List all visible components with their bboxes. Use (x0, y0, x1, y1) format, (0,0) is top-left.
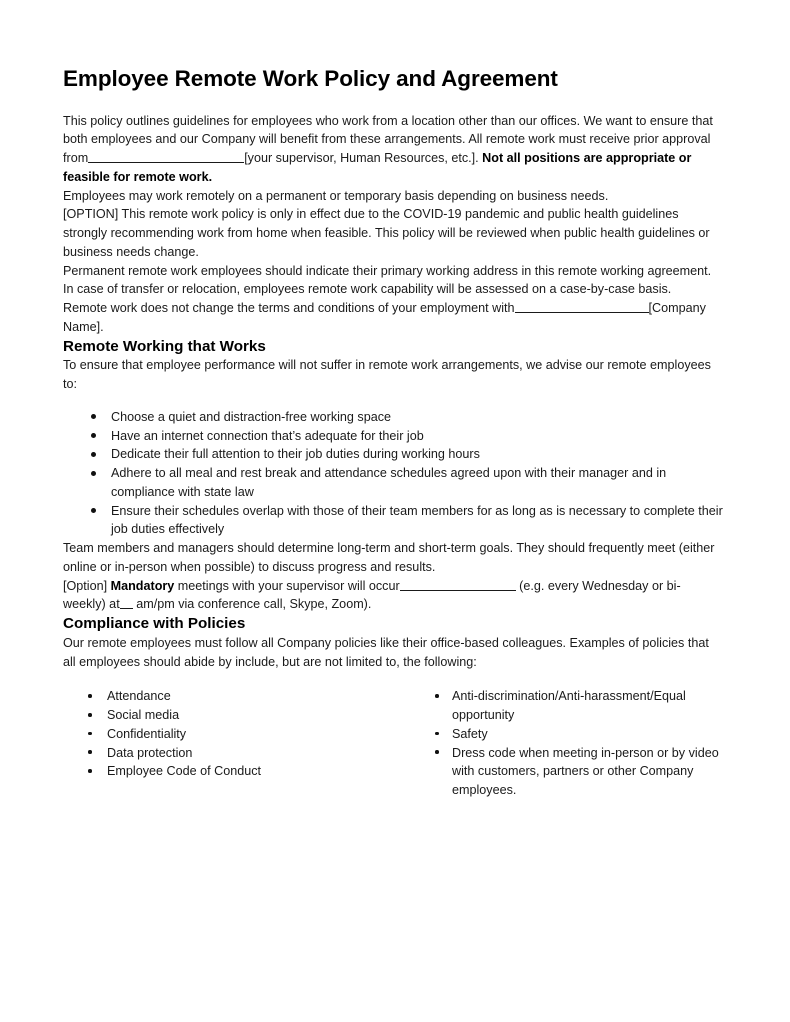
bullet-dot-icon (91, 433, 96, 438)
paragraph-covid-option: [OPTION] This remote work policy is only in effect due to the COVID-19 pandemic and public health guidelines strongly recommending work from home when feasible. This policy will be reviewed when public health guidelines or business needs change. (63, 207, 710, 259)
list-item (63, 687, 423, 706)
list-item (63, 725, 423, 744)
section-heading-remote-working: Remote Working that Works (63, 337, 266, 355)
list-item-label: Data protection (107, 745, 193, 760)
intro-text-part2: [your supervisor, Human Resources, etc.]. (244, 151, 479, 166)
list-item-label: Anti-discrimination/Anti-harassment/Equal opportunity (452, 689, 686, 723)
document-body (63, 66, 723, 800)
compliance-right-column (423, 687, 723, 800)
list-item (63, 502, 723, 540)
terms-text-part1: Remote work does not change the terms and conditions of your employment with (63, 301, 515, 316)
compliance-left-list (63, 687, 423, 781)
list-item-label: Social media (107, 708, 180, 723)
compliance-left-column (63, 687, 423, 800)
list-item-label: Attendance (107, 689, 171, 704)
list-item-label: Have an internet connection that’s adequate for their job (111, 428, 424, 443)
paragraph-mandatory-meetings (63, 577, 723, 615)
list-item-label: Safety (452, 726, 488, 741)
bullet-dot-icon (88, 713, 92, 717)
meeting-hour-blank[interactable] (120, 597, 133, 610)
intro-text-part1: This policy outlines guidelines for employees who work from a location other than our offices. We want to ensure that both employees and our Company will benefit from these arrangements. All remote work must receive prior approval from (63, 113, 713, 166)
bullet-dot-icon (435, 694, 439, 698)
paragraph-compliance-intro: Our remote employees must follow all Company policies like their office-based colleagues. Examples of policies that all employees should abide by include, but are not limited to, the following: (63, 635, 709, 669)
bullet-dot-icon (88, 750, 92, 754)
bullet-dot-icon (435, 750, 439, 754)
list-item-label: Confidentiality (107, 726, 187, 741)
bullet-dot-icon (88, 732, 92, 736)
list-item (63, 762, 423, 781)
list-item (63, 744, 423, 763)
paragraph-goals: Team members and managers should determine long-term and short-term goals. They should frequently meet (either online or in-person when possible) to discuss progress and results. (63, 541, 715, 574)
paragraph-basis: Employees may work remotely on a permanent or temporary basis depending on business needs. (63, 188, 609, 203)
list-item-label: Dress code when meeting in-person or by video with customers, partners or other Company employees. (452, 745, 719, 798)
list-item (423, 687, 723, 725)
list-item (423, 725, 723, 744)
section-heading-compliance: Compliance with Policies (63, 615, 246, 633)
bullet-dot-icon (91, 471, 96, 476)
remote-working-bullet-list (63, 408, 723, 539)
meeting-time-blank[interactable] (400, 578, 516, 591)
meetings-text-part2: (e.g. every Wednesday or bi- weekly) at (63, 578, 681, 612)
intro-bold-tail: Not all positions are appropriate or feasible for remote work. (63, 151, 692, 184)
list-item-label: Dedicate their full attention to their job duties during working hours (111, 447, 480, 462)
list-item (63, 445, 723, 464)
meetings-text-part1: meetings with your supervisor will occur (177, 578, 400, 593)
list-item (63, 427, 723, 446)
list-item (63, 408, 723, 427)
compliance-right-list (423, 687, 723, 800)
list-item-label: Employee Code of Conduct (107, 764, 262, 779)
intro-paragraph (63, 112, 723, 187)
company-name-blank[interactable] (515, 300, 649, 313)
list-item-label: Ensure their schedules overlap with those of their team members for as long as is necessary to complete their job duties effectively (111, 503, 723, 537)
meetings-text-part3: am/pm via conference call, Skype, Zoom). (136, 597, 372, 612)
list-item (63, 706, 423, 725)
list-item-label: Adhere to all meal and rest break and attendance schedules agreed upon with their manager and in compliance with state law (111, 466, 667, 499)
bullet-dot-icon (88, 769, 92, 773)
approval-from-blank[interactable] (88, 150, 244, 163)
page-title: Employee Remote Work Policy and Agreement (63, 66, 558, 91)
bullet-dot-icon (91, 414, 96, 419)
bullet-dot-icon (88, 694, 92, 698)
paragraph-permanent-remote: Permanent remote work employees should indicate their primary working address in this remote working agreement. In case of transfer or relocation, employees remote work capability will be assessed on a case-by-case basis. (63, 263, 712, 297)
terms-text-part2: [Company Name]. (63, 301, 706, 334)
paragraph-terms (63, 299, 723, 337)
list-item-label: Choose a quiet and distraction-free working space (111, 409, 392, 424)
bullet-dot-icon (435, 732, 439, 736)
paragraph-remote-working-intro: To ensure that employee performance will not suffer in remote work arrangements, we advise our remote employees to: (63, 358, 711, 392)
list-item (63, 464, 723, 502)
bullet-dot-icon (91, 452, 96, 457)
bullet-dot-icon (91, 508, 96, 513)
meetings-bold-mandatory: Mandatory (110, 578, 175, 593)
list-item (423, 744, 723, 800)
meetings-option-prefix: [Option] (63, 578, 108, 593)
compliance-two-column-list (63, 687, 723, 800)
